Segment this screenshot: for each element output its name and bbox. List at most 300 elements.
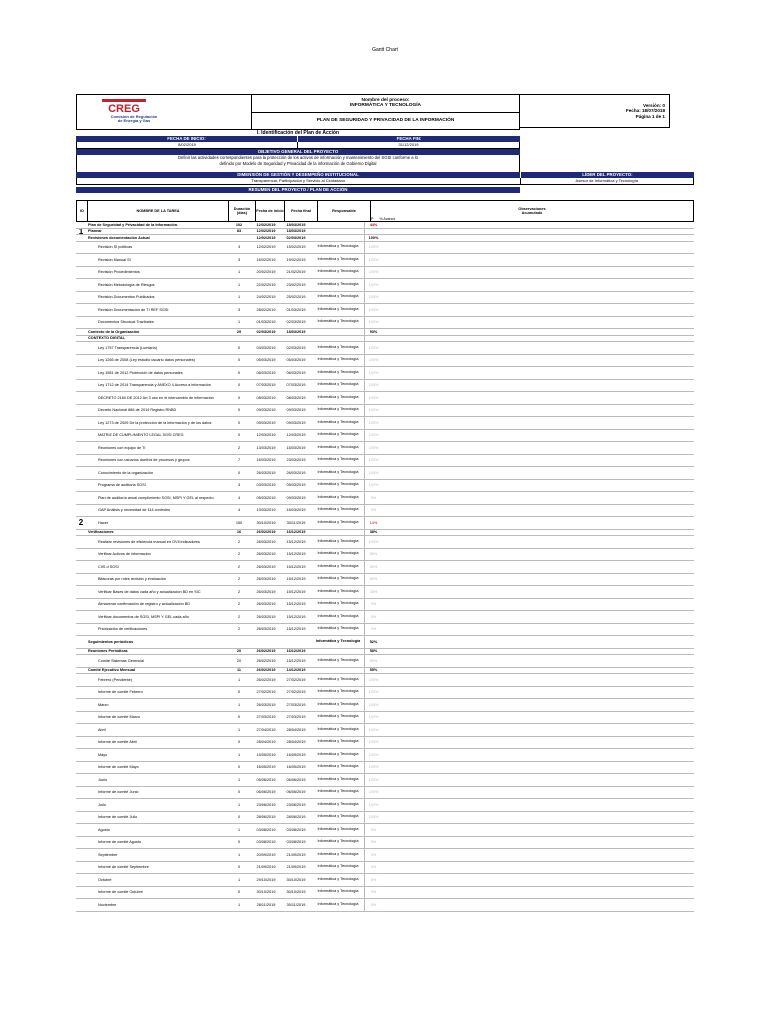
task-responsible: Informática y Tecnología xyxy=(317,776,359,781)
row-id xyxy=(76,392,86,404)
table-row xyxy=(76,517,694,530)
observations-cell xyxy=(382,336,694,342)
col-name: NOMBRE DE LA TAREA xyxy=(88,201,229,221)
task-end: 01/03/2019 xyxy=(286,307,306,312)
row-id xyxy=(76,405,86,417)
task-name: CIIS d SGSI xyxy=(98,564,119,569)
task-name: Reuniones con equipo de TI xyxy=(98,445,146,450)
observations-cell xyxy=(382,292,694,304)
task-end: 28/04/2019 xyxy=(286,740,306,745)
task-duration: 4 xyxy=(237,508,241,513)
task-start: 27/04/2019 xyxy=(256,727,276,732)
version: Versión: 0 xyxy=(643,102,665,108)
task-start: 26/03/2019 xyxy=(256,552,276,557)
task-name: Almacenar confirmación de registro y actualización BD xyxy=(98,602,191,607)
task-name: Documentos Structual Trazibales xyxy=(98,320,154,325)
task-end: 23/03/2019 xyxy=(286,458,306,463)
task-progress: 100% xyxy=(364,455,382,467)
row-id xyxy=(76,636,86,648)
task-responsible: Informática y Tecnología xyxy=(317,507,359,512)
table-row xyxy=(76,342,694,355)
task-responsible: Informática y Tecnología xyxy=(317,457,359,462)
table-row xyxy=(76,887,694,900)
table-body xyxy=(76,222,694,912)
task-end: 15/12/2019 xyxy=(286,627,306,632)
task-end: 27/02/2019 xyxy=(286,690,306,695)
table-row xyxy=(76,749,694,762)
observations-cell xyxy=(382,599,694,611)
task-end xyxy=(280,336,312,342)
task-duration: 2 xyxy=(237,589,241,594)
row-id xyxy=(76,887,86,899)
task-duration: 1 xyxy=(237,852,241,857)
task-progress: 100% xyxy=(364,304,382,316)
task-responsible: Informática y Tecnología xyxy=(317,519,359,524)
task-end: 15/12/2019 xyxy=(286,614,306,619)
task-name: Reuniones Periódicas xyxy=(88,649,128,654)
row-id xyxy=(76,762,86,774)
observations-cell xyxy=(382,442,694,454)
task-responsible: Informática y Tecnología xyxy=(317,319,359,324)
task-duration: 2 xyxy=(237,552,241,557)
task-duration: 2 xyxy=(237,627,241,632)
logo xyxy=(77,95,252,129)
task-end: 30/11/2019 xyxy=(286,902,306,907)
task-progress: 0% xyxy=(364,887,382,899)
task-name: Reuniones con usuarios dueños de procesos y grupos xyxy=(98,458,190,463)
task-responsible: Informática y Tecnología xyxy=(317,281,359,286)
observations-cell xyxy=(382,812,694,824)
task-end: 30/10/2019 xyxy=(286,877,306,882)
task-end: 15/12/2019 xyxy=(286,577,306,582)
task-start: 26/03/2019 xyxy=(256,539,276,544)
task-end: 06/06/2019 xyxy=(286,790,306,795)
task-duration: 20 xyxy=(236,649,242,654)
task-duration: 1 xyxy=(237,702,241,707)
task-duration: 1 xyxy=(237,295,241,300)
task-progress: 100% xyxy=(364,737,382,749)
task-name: Revisión Metodología de Riesgos xyxy=(98,282,155,287)
table-row xyxy=(76,674,694,687)
dates-values xyxy=(76,142,520,149)
row-id xyxy=(76,561,86,573)
task-progress: 100% xyxy=(364,292,382,304)
table-row xyxy=(76,824,694,837)
observations-cell xyxy=(382,235,694,241)
row-id xyxy=(76,530,86,536)
table-row xyxy=(76,254,694,267)
task-responsible: Informática y Tecnología xyxy=(317,563,359,568)
table-row xyxy=(76,724,694,737)
row-id xyxy=(76,611,86,623)
observations-cell xyxy=(382,574,694,586)
task-name: Mayo xyxy=(98,752,108,757)
task-end: 16/12/2019 xyxy=(286,649,306,654)
task-name: Comité Ejecutivo Mensual xyxy=(88,668,136,673)
task-start: 26/03/2019 xyxy=(256,614,276,619)
task-start: 09/03/2019 xyxy=(256,420,276,425)
task-end: 05/03/2019 xyxy=(286,358,306,363)
task-start: 26/03/2019 xyxy=(256,470,276,475)
task-progress: 0% xyxy=(364,505,382,517)
table-row xyxy=(76,874,694,887)
task-name: Marzo xyxy=(98,702,109,707)
task-progress: 25% xyxy=(364,586,382,598)
task-start: 03/03/2019 xyxy=(256,483,276,488)
task-progress: 100% xyxy=(364,417,382,429)
task-start: 27/02/2019 xyxy=(256,690,276,695)
task-duration: 2 xyxy=(237,564,241,569)
direction-value: Transparencia, Participación y Servicio al Ciudadano xyxy=(77,178,521,184)
task-end: 16/05/2019 xyxy=(286,752,306,757)
task-duration: 0 xyxy=(237,740,241,745)
observations-cell xyxy=(382,724,694,736)
table-row xyxy=(76,267,694,280)
task-start: 05/03/2019 xyxy=(256,358,276,363)
task-responsible: Informática y Tecnología xyxy=(317,889,359,894)
task-end: 09/03/2019 xyxy=(286,420,306,425)
task-table xyxy=(76,200,694,912)
task-progress xyxy=(364,229,382,235)
task-name: Julio xyxy=(98,802,106,807)
creg-logo-icon xyxy=(102,99,146,113)
table-row xyxy=(76,812,694,825)
observations-cell xyxy=(382,517,694,529)
task-progress: 14% xyxy=(364,517,382,529)
observations-cell xyxy=(382,824,694,836)
task-duration: 2 xyxy=(237,602,241,607)
row-id xyxy=(76,824,86,836)
task-end: 02/03/2019 xyxy=(286,320,306,325)
table-row xyxy=(76,505,694,518)
task-end: 23/02/2019 xyxy=(286,282,306,287)
task-duration: 2 xyxy=(237,614,241,619)
row-id xyxy=(76,655,86,667)
task-responsible: Informática y Tecnología xyxy=(317,294,359,299)
task-start: 03/08/2019 xyxy=(256,840,276,845)
header-box xyxy=(76,94,665,130)
observations-cell xyxy=(382,899,694,911)
row-id xyxy=(76,467,86,479)
task-duration: 1 xyxy=(237,802,241,807)
task-name: Plan de Seguridad y Privacidad de la Información. xyxy=(88,222,179,227)
observations-cell xyxy=(382,530,694,536)
task-duration: 0 xyxy=(237,765,241,770)
table-row xyxy=(76,317,694,330)
task-name: Revisión Manual SI xyxy=(98,257,131,262)
task-responsible: Informática y Tecnología xyxy=(317,551,359,556)
task-progress: 100% xyxy=(364,467,382,479)
task-progress: 0% xyxy=(364,824,382,836)
observations-cell xyxy=(382,549,694,561)
task-name: CONTEXTO DIGITAL xyxy=(88,336,125,341)
observations-cell xyxy=(382,712,694,724)
task-progress: 0% xyxy=(364,611,382,623)
task-progress: 100% xyxy=(364,317,382,329)
task-responsible: Informática y Tecnología xyxy=(317,764,359,769)
task-name: Ley 1757 Transparencia (Lumiaria) xyxy=(98,345,157,350)
task-name: Ley 1581 de 2012 Protección de datos personales xyxy=(98,370,183,375)
task-responsible: Informática y Tecnología xyxy=(317,256,359,261)
observations-cell xyxy=(382,586,694,598)
task-duration: 1 xyxy=(237,752,241,757)
observations-cell xyxy=(382,862,694,874)
col-end: Fecha final xyxy=(285,201,318,221)
row-id xyxy=(76,799,86,811)
row-id xyxy=(76,712,86,724)
task-progress: 100% xyxy=(364,242,382,254)
row-id xyxy=(76,254,86,266)
row-id xyxy=(76,342,86,354)
task-name: Ley 1266 de 2008 (Ley estudio usuario datos personales) xyxy=(98,358,195,363)
task-start: 05/06/2019 xyxy=(256,777,276,782)
row-id xyxy=(76,749,86,761)
task-responsible: Informática y Tecnología xyxy=(317,739,359,744)
task-start: 08/03/2019 xyxy=(256,395,276,400)
row-id xyxy=(76,837,86,849)
task-duration: 0 xyxy=(237,433,241,438)
col-duration: Duración (días) xyxy=(229,201,256,221)
observations-cell xyxy=(382,392,694,404)
task-responsible: Informática y Tecnología xyxy=(317,864,359,869)
task-duration xyxy=(226,336,252,342)
observations-cell xyxy=(382,355,694,367)
task-duration: 1 xyxy=(237,827,241,832)
task-start: 01/03/2019 xyxy=(256,320,276,325)
task-progress: 50% xyxy=(364,549,382,561)
task-start: 26/03/2019 xyxy=(256,564,276,569)
page-title: Gantt Chart xyxy=(372,47,398,53)
table-row xyxy=(76,586,694,599)
row-id xyxy=(76,304,86,316)
task-start: 05/03/2019 xyxy=(256,495,276,500)
end-date-label: FECHA FIN: xyxy=(298,136,520,142)
task-end: 15/12/2019 xyxy=(286,539,306,544)
task-responsible: Informática y Tecnología xyxy=(317,851,359,856)
observations-cell xyxy=(382,849,694,861)
task-start: 26/02/2019 xyxy=(256,677,276,682)
row-id xyxy=(76,329,86,335)
task-name: Junio xyxy=(98,777,108,782)
row-id xyxy=(76,417,86,429)
col-id: ID xyxy=(77,201,88,221)
task-end: 15/12/2019 xyxy=(286,658,306,663)
observations-cell xyxy=(382,687,694,699)
task-end: 15/03/2019 xyxy=(286,445,306,450)
table-row xyxy=(76,862,694,875)
observations-cell xyxy=(382,430,694,442)
row-id xyxy=(76,367,86,379)
accumulated-label: Acumulado xyxy=(521,211,543,215)
task-responsible: Informática y Tecnología xyxy=(317,826,359,831)
task-duration: 0 xyxy=(237,890,241,895)
task-name: Informe de comité Junio xyxy=(98,790,139,795)
task-end: 12/03/2019 xyxy=(286,433,306,438)
table-row xyxy=(76,655,694,668)
row-id xyxy=(76,724,86,736)
task-end: 15/12/2019 xyxy=(286,602,306,607)
task-duration: 1 xyxy=(237,877,241,882)
task-start: 26/02/2019 xyxy=(256,668,276,673)
task-start: 04/03/2019 xyxy=(256,345,276,350)
table-row xyxy=(76,737,694,750)
task-start: 15/05/2019 xyxy=(256,752,276,757)
observations-cell xyxy=(382,787,694,799)
task-name: Bitácoras por roles revisión y evaluación xyxy=(98,577,166,582)
task-name: Seguimientos periódicos xyxy=(88,639,134,644)
task-name: Informe de comité Marzo xyxy=(98,715,140,720)
header-meta xyxy=(520,94,670,128)
task-name: Informe de comité Octubre xyxy=(98,890,143,895)
task-responsible: Informática y Tecnología xyxy=(317,657,359,662)
table-row xyxy=(76,467,694,480)
task-responsible: Informática y Tecnología xyxy=(317,814,359,819)
table-row xyxy=(76,455,694,468)
task-progress: 100% xyxy=(364,699,382,711)
task-duration: 1 xyxy=(237,677,241,682)
task-end: 18/03/2019 xyxy=(286,222,306,227)
task-progress: 100% xyxy=(364,380,382,392)
observations-cell xyxy=(382,655,694,667)
task-progress: 100% xyxy=(364,774,382,786)
task-progress: 100% xyxy=(364,342,382,354)
identification-title: I. Identificación del Plan de Acción xyxy=(256,130,340,136)
row-id xyxy=(76,267,86,279)
task-end: 06/03/2019 xyxy=(286,370,306,375)
task-duration: 1 xyxy=(237,777,241,782)
row-id xyxy=(76,492,86,504)
task-progress: 0% xyxy=(364,599,382,611)
row-id xyxy=(76,668,86,674)
task-progress xyxy=(364,336,382,342)
row-id xyxy=(76,862,86,874)
task-end: 03/08/2019 xyxy=(286,840,306,845)
task-start: 26/02/2019 xyxy=(256,649,276,654)
table-row xyxy=(76,699,694,712)
task-start: 12/02/2019 xyxy=(256,229,276,234)
avance-label: % Avance xyxy=(379,216,396,221)
task-name: Octubre xyxy=(98,877,112,882)
task-start: 07/03/2019 xyxy=(256,383,276,388)
task-duration: 1 xyxy=(237,902,241,907)
task-progress: 100% xyxy=(364,536,382,548)
task-progress: 0% xyxy=(364,899,382,911)
task-end: 08/03/2019 xyxy=(286,395,306,400)
task-name: Informe de comité Abril xyxy=(98,740,137,745)
task-responsible: Informática y Tecnología xyxy=(317,357,359,362)
observations-cell xyxy=(382,405,694,417)
task-end: 21/09/2019 xyxy=(286,852,306,857)
task-end: 21/02/2019 xyxy=(286,270,306,275)
task-end: 16/03/2019 xyxy=(286,508,306,513)
col-responsible: Responsable xyxy=(318,201,371,221)
task-start: 16/03/2019 xyxy=(256,458,276,463)
table-row xyxy=(76,561,694,574)
row-id: 2 xyxy=(78,518,84,528)
row-id xyxy=(76,674,86,686)
task-duration: 16 xyxy=(236,530,242,535)
task-duration: 0 xyxy=(237,345,241,350)
row-id xyxy=(76,455,86,467)
row-id xyxy=(76,687,86,699)
task-progress: 100% xyxy=(364,367,382,379)
task-duration: 29 xyxy=(236,329,242,334)
task-name: Verificaciones xyxy=(88,530,114,535)
observations-cell xyxy=(382,561,694,573)
task-name: Ley 1712 de 2014 Transparencia y ANEXO 4 Acceso a información xyxy=(98,383,211,388)
task-name: Septiembre xyxy=(98,852,118,857)
task-progress: 50% xyxy=(364,574,382,586)
task-start: 26/03/2019 xyxy=(256,577,276,582)
task-duration: 102 xyxy=(235,222,243,227)
objective-line-2: definido por Modelo de Seguridad y Privacidad de la información de Gobierno Digital xyxy=(219,161,377,166)
task-responsible: Informática y Tecnología xyxy=(317,469,359,474)
task-start: 06/03/2019 xyxy=(256,370,276,375)
task-start: 26/03/2019 xyxy=(256,589,276,594)
row-id: 1 xyxy=(78,228,84,234)
revision-date: Fecha: 18/07/2018 xyxy=(625,108,665,114)
task-duration: 0 xyxy=(237,420,241,425)
task-responsible: Informática y Tecnología xyxy=(317,801,359,806)
task-start: 02/03/2019 xyxy=(256,329,276,334)
task-responsible: Informática y Tecnología xyxy=(317,444,359,449)
task-end: 30/11/2019 xyxy=(286,520,306,525)
task-start: 16/02/2019 xyxy=(256,257,276,262)
task-duration: 3 xyxy=(237,483,241,488)
task-name: Verificar Bases de datos cada año y actualización BD en SIC xyxy=(98,589,201,594)
observations-cell xyxy=(382,837,694,849)
table-row xyxy=(76,242,694,255)
observations-cell xyxy=(382,279,694,291)
process-label: Nombre del proceso: xyxy=(361,98,410,104)
task-end: 23/06/2019 xyxy=(286,802,306,807)
observations-cell xyxy=(382,380,694,392)
row-id xyxy=(76,235,86,241)
task-end: 19/02/2019 xyxy=(286,257,306,262)
task-duration: 0 xyxy=(237,470,241,475)
observations-cell xyxy=(382,304,694,316)
task-progress: 100% xyxy=(364,392,382,404)
task-duration: 1 xyxy=(237,282,241,287)
objective-line-1: Definir las actividades correspondientes para la protección de los activos de información y mantenimiento del SGSI conforme a lo xyxy=(178,155,418,160)
task-responsible xyxy=(312,222,364,228)
row-id xyxy=(76,336,86,342)
task-duration xyxy=(226,235,252,241)
task-responsible: Informática y Tecnología xyxy=(317,482,359,487)
task-responsible: Informática y Tecnología xyxy=(317,432,359,437)
task-responsible xyxy=(312,229,364,235)
task-start: 30/10/2019 xyxy=(256,520,276,525)
observations-label: Observaciones xyxy=(518,206,546,211)
task-responsible: Informática y Tecnología xyxy=(317,601,359,606)
task-name: Verificar Activos de información xyxy=(98,552,151,557)
process-name: INFORMÁTICA Y TECNOLOGÍA xyxy=(349,103,422,109)
observations-cell xyxy=(382,887,694,899)
row-id xyxy=(76,899,86,911)
task-progress: 100% xyxy=(364,724,382,736)
task-responsible: Informática y Tecnología xyxy=(317,676,359,681)
task-start: 20/09/2019 xyxy=(256,852,276,857)
row-id xyxy=(76,549,86,561)
observations-cell xyxy=(382,674,694,686)
task-responsible: Informática y Tecnología xyxy=(317,613,359,618)
task-start: 09/03/2019 xyxy=(256,408,276,413)
task-start: 12/02/2019 xyxy=(256,222,276,227)
row-id xyxy=(76,599,86,611)
task-end: 18/03/2019 xyxy=(286,229,306,234)
task-duration: 0 xyxy=(237,715,241,720)
table-row xyxy=(76,442,694,455)
